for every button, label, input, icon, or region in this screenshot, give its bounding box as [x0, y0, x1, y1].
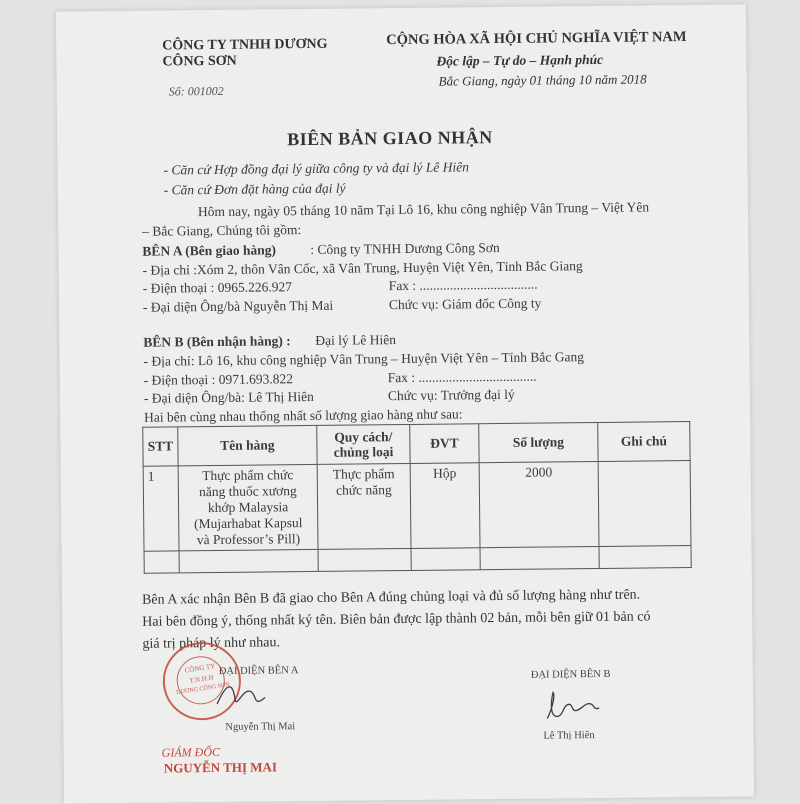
national-motto: Độc lập – Tự do – Hạnh phúc: [436, 51, 604, 69]
company-name: [162, 37, 328, 71]
item-name-line: năng thuốc xương: [198, 483, 297, 500]
empty-cell: [318, 548, 411, 571]
cell-quantity: 2000: [479, 461, 599, 547]
table-header-row: [143, 422, 690, 467]
cell-stt: 1: [143, 466, 179, 551]
col-item-name: Tên hàng: [178, 425, 317, 465]
empty-cell: [599, 546, 691, 569]
director-name: NGUYỄN THỊ MAI: [163, 759, 278, 776]
party-b-heading: BÊN B (Bên nhận hàng) :: [143, 333, 291, 350]
stamp-text-1: CÔNG TY: [184, 662, 216, 675]
col-quantity: Số lượng: [479, 422, 598, 462]
party-a-phone: - Điện thoại : 0965.226.927: [142, 279, 293, 296]
item-name-line: và Professor’s Pill): [196, 531, 301, 548]
cell-note: [598, 461, 691, 547]
col-spec: Quy cách/ chủng loại: [317, 424, 410, 464]
table-row: [144, 546, 691, 574]
empty-cell: [144, 551, 179, 573]
col-unit: ĐVT: [410, 424, 479, 464]
empty-cell: [480, 546, 599, 569]
cell-unit: Hộp: [410, 463, 480, 549]
party-a-address: - Địa chỉ :Xóm 2, thôn Vân Cốc, xã Vân Trung, Huyện Việt Yên, Tỉnh Bắc Giang: [142, 258, 583, 278]
col-note: Ghi chú: [598, 422, 690, 462]
empty-cell: [411, 548, 480, 571]
party-a-signature-label: ĐẠI DIỆN BÊN A: [218, 665, 299, 677]
party-b-position: Chức vụ: Trưởng đại lý: [387, 386, 515, 404]
stamp-text-2: T.N.H.H: [189, 673, 215, 685]
party-b-phone: - Điện thoại : 0971.693.822: [143, 371, 294, 388]
party-a-signer-name: Nguyễn Thị Mai: [225, 721, 296, 733]
basis-line-2: - Căn cứ Đơn đặt hàng của đại lý: [163, 180, 346, 198]
confirmation-line-2: Hai bên đồng ý, thống nhất ký tên. Biên bản được lập thành 02 bản, mỗi bên giữ 01 bản có: [142, 609, 651, 630]
party-a-fax: Fax : ...................................: [388, 276, 538, 294]
document-page: [56, 4, 754, 803]
document-number: Số: 001002: [168, 83, 224, 99]
party-b-signature-label: ĐẠI DIỆN BÊN B: [530, 668, 611, 681]
item-name-line: khớp Malaysia: [207, 499, 289, 516]
basis-line-1: - Căn cứ Hợp đồng đại lý giữa công ty và đại lý Lê Hiên: [163, 159, 469, 178]
stamp-text-3: DƯƠNG CÔNG SƠN: [175, 682, 231, 697]
spec-line: Thực phẩm: [332, 466, 395, 482]
republic-heading: CỘNG HÒA XÃ HỘI CHỦ NGHĨA VIỆT NAM: [386, 29, 687, 49]
party-b-signature-icon: [541, 686, 611, 727]
intro-line-1: Hôm nay, ngày 05 tháng 10 năm Tại Lô 16, khu công nghiệp Vân Trung – Việt Yên: [197, 199, 650, 220]
intro-line-2: – Bắc Giang, Chúng tôi gồm:: [142, 222, 302, 239]
item-name-line: (Mujarhabat Kapsul: [193, 515, 303, 532]
item-name-line: Thực phẩm chức: [202, 467, 294, 484]
cell-item-name: [178, 464, 318, 550]
party-a-position: Chức vụ: Giám đốc Công ty: [388, 295, 542, 313]
party-a-name: : Công ty TNHH Dương Công Sơn: [310, 239, 500, 257]
company-name-line2: CÔNG SƠN: [162, 53, 237, 70]
party-b-signer-name: Lê Thị Hiên: [543, 730, 595, 742]
place-date: Bắc Giang, ngày 01 tháng 10 năm 2018: [438, 71, 647, 89]
confirmation-line-1: Bên A xác nhận Bên B đã giao cho Bên A đúng chủng loại và đủ số lượng hàng như trên.: [141, 587, 641, 608]
agreement-line: Hai bên cùng nhau thống nhất số lượng giao hàng như sau:: [144, 406, 463, 425]
confirmation-line-3: giá trị pháp lý như nhau.: [142, 635, 281, 652]
director-title: GIÁM ĐỐC: [161, 744, 221, 760]
cell-spec: [317, 463, 411, 549]
party-b-name: Đại lý Lê Hiên: [315, 332, 397, 348]
col-stt: STT: [143, 427, 178, 466]
party-b-fax: Fax : ...................................: [387, 368, 537, 386]
party-a-signature-icon: [213, 677, 273, 714]
spec-line: chức năng: [335, 482, 392, 498]
table-row: [143, 461, 691, 552]
company-name-line1: CÔNG TY TNHH DƯƠNG: [162, 36, 328, 54]
party-b-representative: - Đại diện Ông/bà: Lê Thị Hiên: [143, 388, 314, 406]
goods-table: [142, 421, 692, 574]
party-b-signature: [541, 686, 611, 727]
party-b-address: - Địa chỉ: Lô 16, khu công nghiệp Vân Trung – Huyện Việt Yên – Tỉnh Bắc Gang: [143, 349, 584, 369]
party-a-heading: BÊN A (Bên giao hàng): [142, 242, 276, 259]
empty-cell: [179, 549, 318, 572]
party-a-signature: [213, 677, 273, 714]
party-a-representative: - Đại diện Ông/bà Nguyễn Thị Mai: [142, 297, 334, 315]
document-title: BIÊN BẢN GIAO NHẬN: [287, 127, 493, 150]
